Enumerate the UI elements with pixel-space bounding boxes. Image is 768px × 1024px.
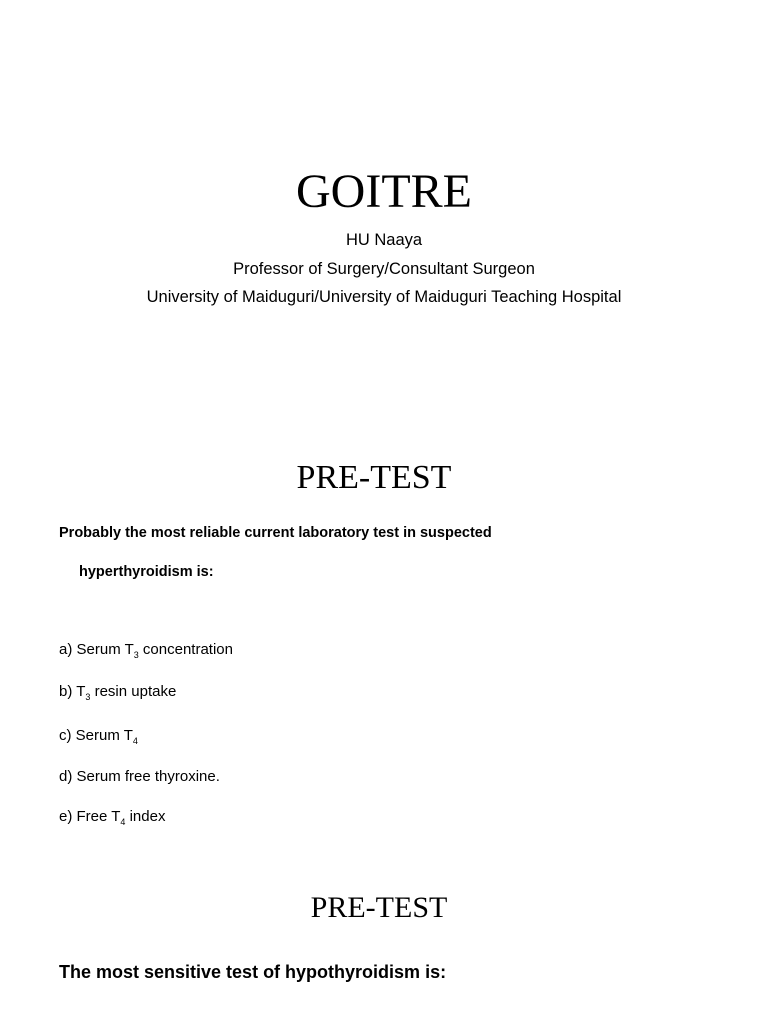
section-heading-pretest-1: PRE-TEST — [296, 459, 452, 496]
author-role: Professor of Surgery/Consultant Surgeon — [233, 260, 535, 278]
option-e — [59, 808, 165, 826]
option-b-text: b) T — [59, 683, 86, 700]
option-e-text: e) Free T — [59, 808, 121, 825]
question-1-line-2: hyperthyroidism is: — [79, 564, 214, 580]
document-title: GOITRE — [296, 165, 472, 218]
option-c-text: c) Serum T — [59, 727, 133, 744]
option-a-suffix: concentration — [138, 641, 233, 658]
option-a-text: a) Serum T — [59, 641, 134, 658]
option-c — [59, 727, 138, 745]
question-1-line-1: Probably the most reliable current laboratory test in suspected — [59, 525, 492, 541]
option-e-suffix: index — [125, 808, 166, 825]
section-heading-pretest-2: PRE-TEST — [310, 891, 448, 924]
option-a-subscript: 3 — [133, 650, 139, 660]
option-d-text: d) Serum free thyroxine. — [59, 768, 220, 785]
author-name: HU Naaya — [345, 231, 423, 249]
option-e-subscript: 4 — [120, 817, 126, 827]
option-b-suffix: resin uptake — [90, 683, 177, 700]
option-d — [59, 768, 220, 786]
option-b — [59, 683, 176, 701]
option-c-subscript: 4 — [132, 736, 138, 746]
option-b-subscript: 3 — [85, 692, 91, 702]
option-a — [59, 641, 233, 659]
question-2: The most sensitive test of hypothyroidism is: — [59, 962, 447, 982]
author-affiliation: University of Maiduguri/University of Maiduguri Teaching Hospital — [146, 288, 622, 306]
